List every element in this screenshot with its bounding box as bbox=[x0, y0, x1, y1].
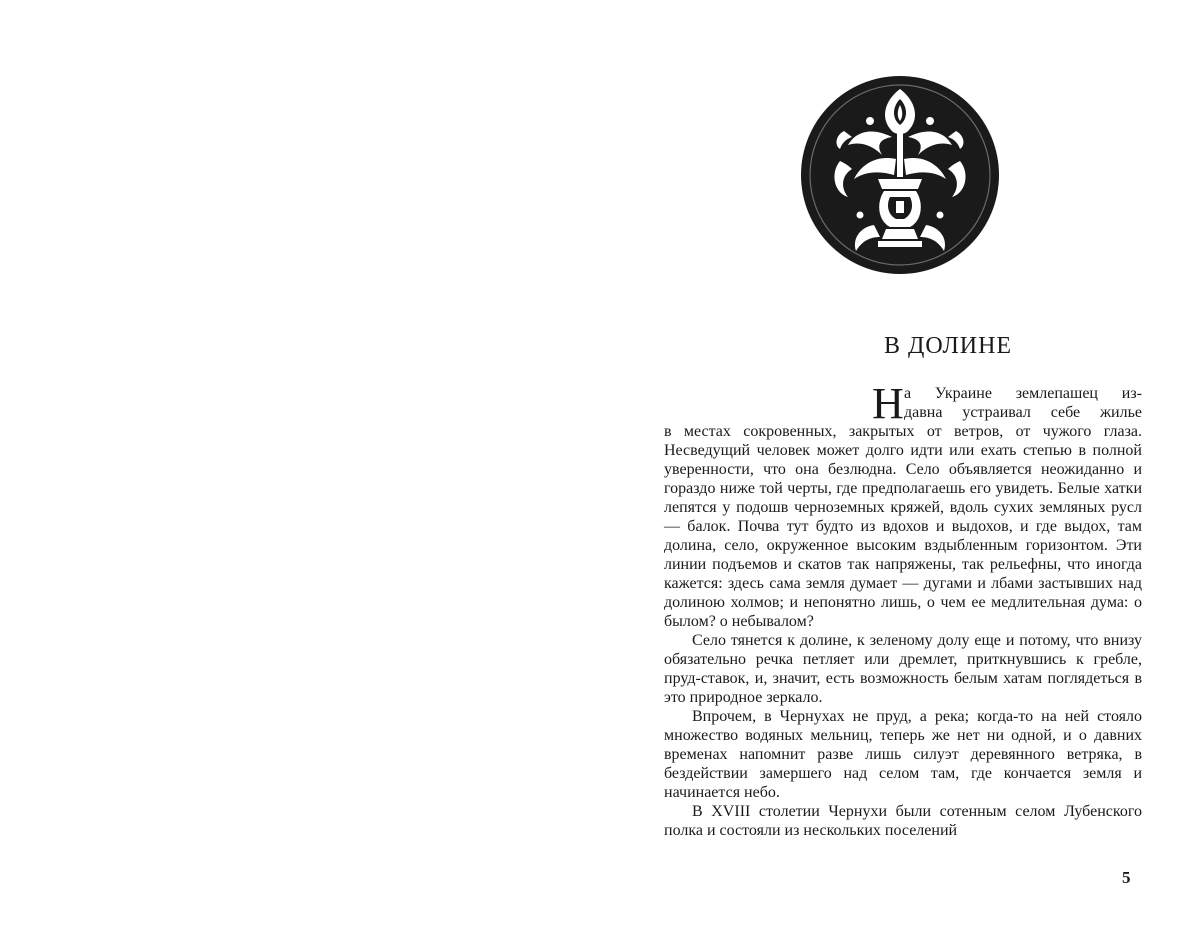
intro-block bbox=[872, 379, 1142, 428]
chapter-title: В ДОЛИНЕ bbox=[883, 333, 1013, 359]
paragraph-4: В XVIII столетии Чернухи были сотенным селом Лубенского полка и состояли из нескольких поселений bbox=[664, 803, 1142, 839]
page-number: 5 bbox=[1122, 868, 1131, 887]
paragraph-3: Впрочем, в Чернухах не пруд, а река; когда-то на ней стояло множество водяных мельниц, теперь же нет ни одной, и о давних временах напомнит разве лишь силуэт деревянного ветряка, в бездействии замершего над селом там, где кончается земля и начинается небо. bbox=[664, 708, 1142, 801]
chapter-body-text bbox=[664, 379, 1142, 840]
intro-line-1: а Украине землепашец из- bbox=[904, 385, 1142, 402]
paragraph-2: Село тянется к долине, к зеленому долу еще и потому, что внизу обязательно речка петляет или дремлет, приткнувшись к гребле, пруд-ставок, и, значит, есть возможность белым хатам поглядеться в это природное зеркало. bbox=[664, 632, 1142, 706]
drop-cap: Н bbox=[872, 379, 904, 428]
floral-vase-medallion-icon bbox=[800, 75, 1000, 275]
intro-line-2: давна устраивал себе жилье bbox=[904, 404, 1142, 421]
paragraph-1: в местах сокровенных, закрытых от ветров, от чужого глаза. Несведущий человек может долго идти или ехать степью в полной уверенности, что она безлюдна. Село объявляется неожиданно и гораздо ниже той черты, где предполагаешь его увидеть. Белые хатки лепятся у подошв черноземных кряжей, вдоль сухих земляных русл — балок. Почва тут будто из вдохов и выдохов, и где выдох, там долина, село, окруженное высоким вздыбленным горизонтом. Эти линии подъемов и скатов так напряжены, так рельефны, что иногда кажется: здесь сама земля думает — дугами и лбами застывших над долиною холмов; и непонятно лишь, о чем ее медлительная дума: о былом? о небывалом? bbox=[664, 423, 1142, 630]
right-page bbox=[600, 0, 1200, 952]
intro-lines bbox=[904, 384, 1142, 422]
